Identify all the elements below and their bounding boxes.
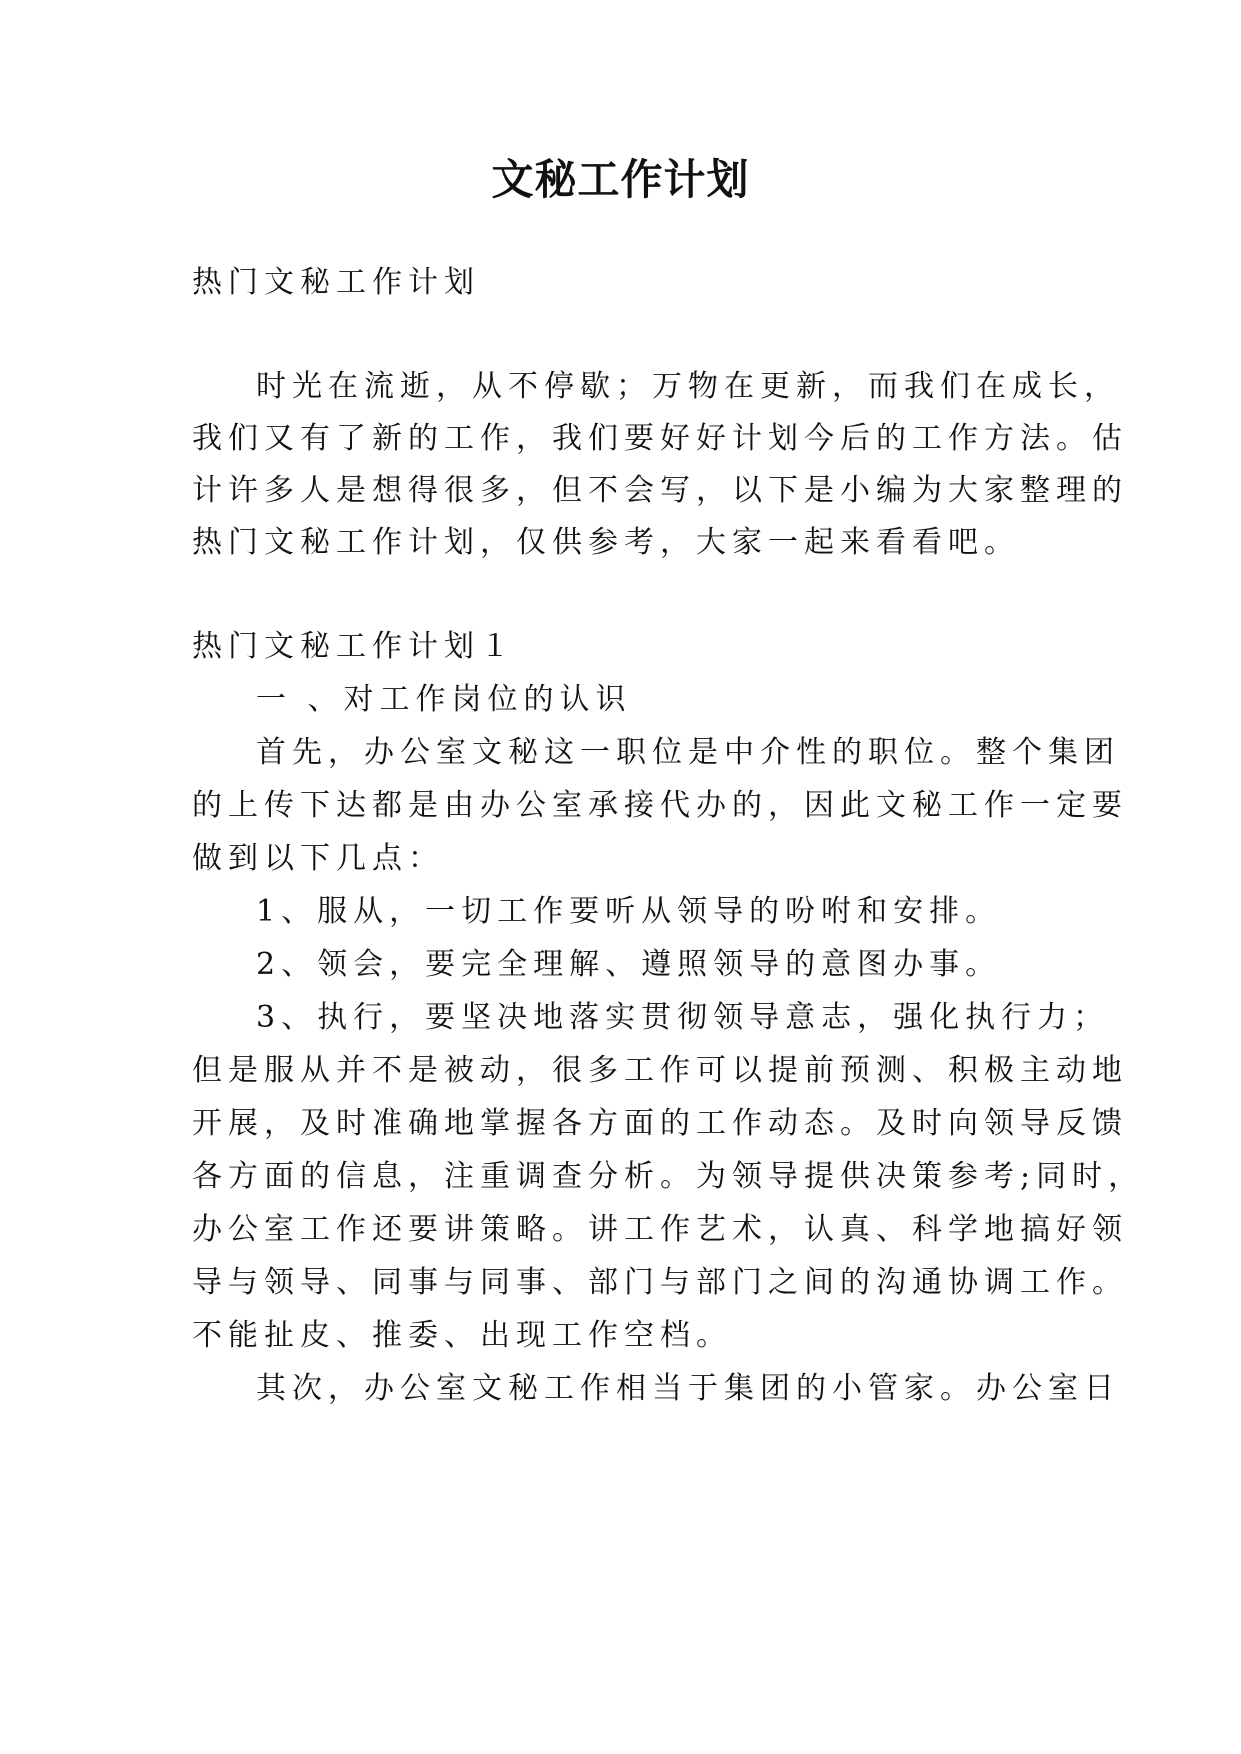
section-heading: 热门文秘工作计划１ xyxy=(192,629,516,664)
body-line: 开展，及时准确地掌握各方面的工作动态。及时向领导反馈 xyxy=(192,1106,1128,1141)
body-line: 其次，办公室文秘工作相当于集团的小管家。办公室日 xyxy=(256,1371,1120,1406)
body-line: 但是服从并不是被动，很多工作可以提前预测、积极主动地 xyxy=(192,1053,1128,1088)
body-line: 首先，办公室文秘这一职位是中介性的职位。整个集团 xyxy=(256,735,1120,770)
document-subtitle: 热门文秘工作计划 xyxy=(192,265,480,300)
body-line: 做到以下几点： xyxy=(192,841,444,876)
body-line: 各方面的信息，注重调查分析。为领导提供决策参考;同时， xyxy=(192,1159,1145,1194)
document-title: 文秘工作计划 xyxy=(491,155,750,204)
intro-line: 我们又有了新的工作，我们要好好计划今后的工作方法。估 xyxy=(192,421,1128,456)
body-line: 3、执行，要坚决地落实贯彻领导意志，强化执行力； xyxy=(256,1000,1110,1035)
body-line: 不能扯皮、推委、出现工作空档。 xyxy=(192,1318,732,1353)
intro-line: 时光在流逝，从不停歇；万物在更新，而我们在成长， xyxy=(256,369,1120,404)
body-line: 办公室工作还要讲策略。讲工作艺术，认真、科学地搞好领 xyxy=(192,1212,1128,1247)
intro-line: 计许多人是想得很多，但不会写，以下是小编为大家整理的 xyxy=(192,473,1128,508)
body-line: 导与领导、同事与同事、部门与部门之间的沟通协调工作。 xyxy=(192,1265,1128,1300)
body-line: 一 、对工作岗位的认识 xyxy=(256,682,632,717)
body-line: 2、领会，要完全理解、遵照领导的意图办事。 xyxy=(256,947,1002,982)
body-line: 的上传下达都是由办公室承接代办的，因此文秘工作一定要 xyxy=(192,788,1128,823)
intro-line: 热门文秘工作计划，仅供参考，大家一起来看看吧。 xyxy=(192,525,1020,560)
body-line: 1、服从，一切工作要听从领导的吩咐和安排。 xyxy=(256,894,1002,929)
